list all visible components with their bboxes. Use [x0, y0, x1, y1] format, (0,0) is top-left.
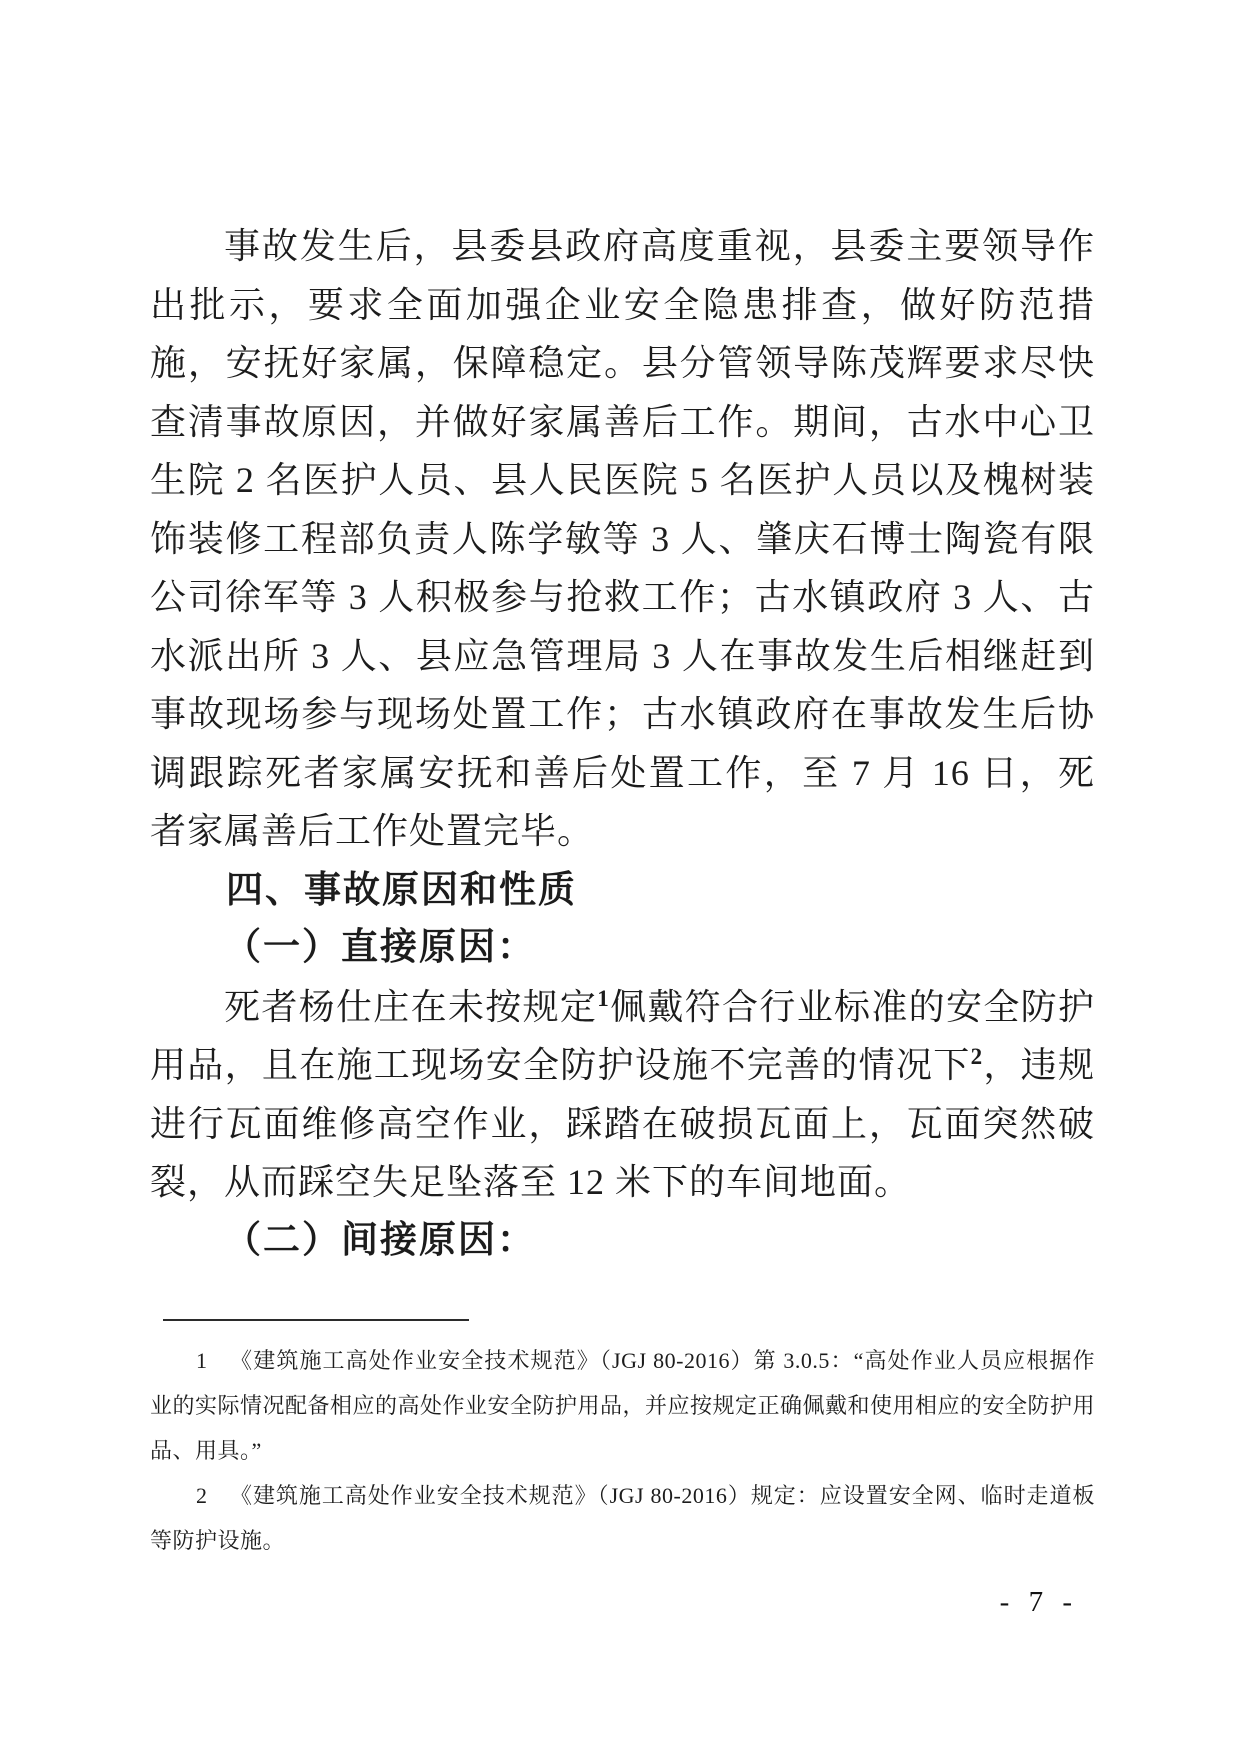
page-number: - 7 - — [999, 1586, 1078, 1618]
direct-cause-text-segment: ，违规进行瓦面维修高空作业，踩踏在破损瓦面上，瓦面突然破裂，从而踩空失足坠落至 12 米下的车间地面。 — [150, 1045, 1095, 1202]
footnote-2 — [150, 1473, 1095, 1563]
footnotes-area — [150, 1319, 1095, 1563]
body-paragraph-aftermath: 事故发生后，县委县政府高度重视，县委主要领导作出批示，要求全面加强企业安全隐患排查，做好防范措施，安抚好家属，保障稳定。县分管领导陈茂辉要求尽快查清事故原因，并做好家属善后工作。期间，古水中心卫生院 2 名医护人员、县人民医院 5 名医护人员以及槐树装饰装修工程部负责人陈学敏等 3 人、肇庆石博士陶瓷有限公司徐军等 3 人积极参与抢救工作；古水镇政府 3 人、古水派出所 3 人、县应急管理局 3 人在事故发生后相继赶到事故现场参与现场处置工作；古水镇政府在事故发生后协调跟踪死者家属安抚和善后处置工作，至 7 月 16 日，死者家属善后工作处置完毕。 — [150, 226, 1095, 851]
footnote-ref-1: 1 — [597, 985, 610, 1011]
footnote-separator-line — [163, 1319, 469, 1321]
footnote-ref-2: 2 — [970, 1044, 984, 1069]
direct-cause-text-segment: 死者杨仕庄在未按规定 — [224, 986, 598, 1027]
subsection-heading-indirect-cause: （二）间接原因： — [224, 1219, 536, 1261]
document-body — [150, 217, 1095, 1270]
footnote-1-number: 1 — [196, 1348, 208, 1373]
footnote-1 — [150, 1338, 1095, 1473]
body-paragraph-direct-cause — [150, 978, 1095, 1212]
footnote-1-text: 《建筑施工高处作业安全技术规范》（JGJ 80-2016）第 3.0.5：“高处作业人员应根据作业的实际情况配备相应的高处作业安全防护用品，并应按规定正确佩戴和使用相应的安全防护用品、用具。” — [150, 1348, 1096, 1463]
section-heading-causes-and-nature: 四、事故原因和性质 — [226, 868, 577, 910]
direct-cause-text-segment: 佩戴符合行业标准的安全防护用品，且在施工现场安全防护设施不完善的情况下 — [150, 986, 1095, 1085]
footnote-2-number: 2 — [196, 1483, 208, 1508]
subsection-heading-direct-cause: （一）直接原因： — [224, 927, 536, 968]
footnote-2-text: 《建筑施工高处作业安全技术规范》（JGJ 80-2016）规定：应设置安全网、临时走道板等防护设施。 — [150, 1483, 1095, 1553]
